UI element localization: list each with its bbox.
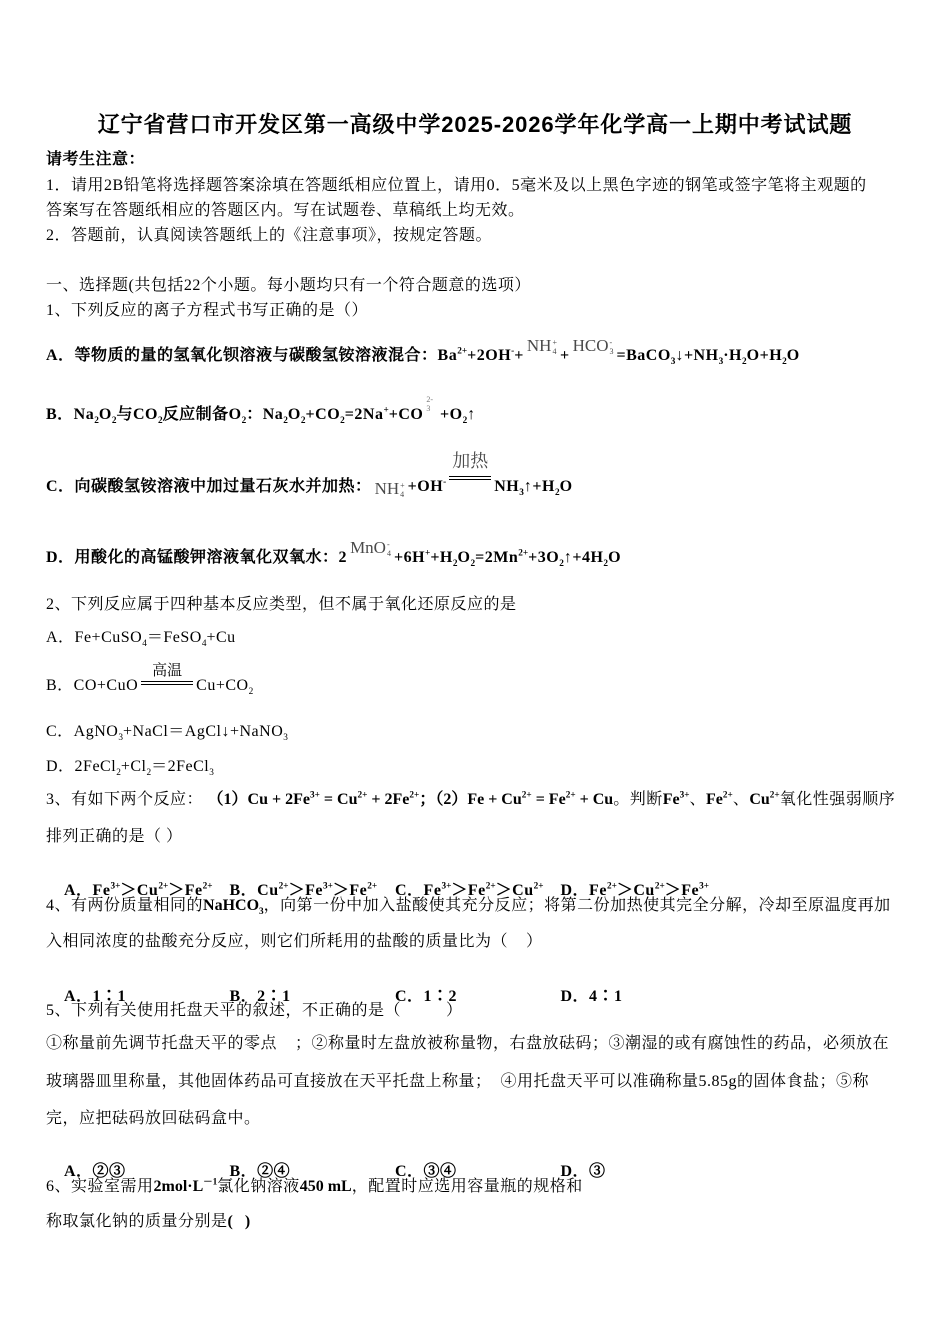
subscript: 2 bbox=[741, 357, 747, 368]
reaction-condition-label: 加热 bbox=[452, 451, 489, 471]
subscript: 3 bbox=[209, 768, 214, 779]
superscript: 3+ bbox=[309, 790, 320, 801]
question-2-option-c bbox=[46, 722, 288, 742]
text-run: 、 bbox=[689, 791, 707, 808]
question-6-stem bbox=[46, 1177, 583, 1197]
superscript: 2- bbox=[426, 395, 434, 405]
question-4-stem-continued: 入相同浓度的盐酸充分反应，则它们所耗用的盐酸的质量比为（ ） bbox=[46, 933, 543, 950]
text-run: = Cu bbox=[319, 791, 358, 808]
subscript: 4 bbox=[142, 639, 147, 650]
subscript: 3 bbox=[283, 733, 288, 744]
question-1-option-d bbox=[46, 538, 622, 570]
text-run: （1）Cu + 2Fe bbox=[207, 791, 310, 808]
text-run: O bbox=[287, 406, 301, 423]
text-run: + bbox=[514, 347, 524, 364]
text-run: A．Fe bbox=[64, 882, 111, 899]
question-2-option-d bbox=[46, 757, 214, 777]
text-run: + Cu bbox=[575, 791, 614, 808]
text-run: NH bbox=[494, 478, 520, 495]
subscript: 2 bbox=[283, 416, 288, 427]
superscript: 2+ bbox=[202, 881, 213, 892]
question-1-option-b bbox=[46, 395, 476, 427]
question-2-option-a bbox=[46, 628, 236, 648]
script-stack bbox=[610, 338, 614, 356]
subscript: 2 bbox=[452, 559, 458, 570]
question-5-option-b: B．②④ bbox=[229, 1163, 291, 1180]
reaction-condition-label: 高温 bbox=[152, 663, 183, 679]
subscript: 3 bbox=[118, 733, 123, 744]
text-run: C．AgNO bbox=[46, 723, 119, 740]
superscript: + bbox=[425, 548, 431, 559]
text-run: +H bbox=[430, 549, 453, 566]
superscript: 2+ bbox=[565, 790, 576, 801]
double-line-equals-icon bbox=[449, 476, 491, 480]
text-run: ＞Cu bbox=[616, 882, 655, 899]
text-run: ＞Fe bbox=[664, 882, 700, 899]
text-run: 6、实验室需用 bbox=[46, 1178, 154, 1195]
text-run: + bbox=[559, 347, 570, 364]
question-5-option-d: D．③ bbox=[560, 1163, 606, 1180]
text-run: +CO bbox=[305, 406, 341, 423]
ion-symbol: NH bbox=[526, 336, 552, 355]
ion-symbol: NH bbox=[374, 479, 400, 498]
subscript: 2 bbox=[241, 416, 247, 427]
subscript: 2 bbox=[146, 768, 152, 779]
question-2-option-b bbox=[46, 663, 254, 698]
text-run: B．Cu bbox=[229, 882, 279, 899]
text-run: A．Fe+CuSO bbox=[46, 629, 143, 646]
script-stack bbox=[426, 395, 433, 413]
subscript: 2 bbox=[94, 416, 99, 427]
text-run: A．等物质的量的氢氧化钡溶液与碳酸氢铵溶液混合：Ba bbox=[46, 347, 458, 364]
question-5-option-c: C．③④ bbox=[395, 1163, 457, 1180]
script-stack bbox=[387, 540, 391, 558]
text-run: 3、有如下两个反应： bbox=[46, 791, 208, 808]
text-run: +2OH bbox=[467, 347, 512, 364]
superscript: －1 bbox=[203, 1177, 218, 1188]
text-run: 称取氯化钠的质量分别是 bbox=[46, 1213, 228, 1230]
text-run: 4、有两份质量相同的 bbox=[46, 897, 204, 914]
superscript: 2+ bbox=[769, 790, 780, 801]
text-run: +Cl bbox=[120, 758, 147, 775]
text-run: ↑+4H bbox=[563, 549, 604, 566]
ion-symbol: HCO bbox=[572, 336, 609, 355]
text-run: ＞Fe bbox=[332, 882, 368, 899]
question-5-stem: 5、下列有关使用托盘天平的叙述，不正确的是（ ） bbox=[46, 1002, 463, 1019]
script-stack bbox=[400, 481, 405, 499]
text-run: ＞Cu bbox=[120, 882, 159, 899]
superscript: 2+ bbox=[521, 790, 532, 801]
question-5-option-a: A．②③ bbox=[64, 1163, 126, 1180]
notice-line: 答案写在答题纸相应的答题区内。写在试题卷、草稿纸上均无效。 bbox=[46, 202, 525, 219]
superscript: - bbox=[511, 346, 515, 357]
question-1-option-c bbox=[46, 451, 573, 500]
subscript: 4 bbox=[201, 639, 207, 650]
subscript: 4 bbox=[386, 549, 391, 559]
reaction-condition bbox=[141, 663, 193, 696]
text-run: 。判断 bbox=[613, 791, 663, 808]
text-run: C．Fe bbox=[395, 882, 442, 899]
text-run: Fe bbox=[706, 791, 723, 808]
superscript: 2+ bbox=[485, 881, 496, 892]
superscript: 2+ bbox=[654, 881, 665, 892]
text-run: 、 bbox=[732, 791, 750, 808]
text-run: ·H bbox=[723, 347, 742, 364]
subscript: 2 bbox=[462, 416, 468, 427]
text-run: 与CO bbox=[116, 406, 158, 423]
subscript: 3 bbox=[259, 907, 264, 918]
text-run: D．用酸化的高锰酸钾溶液氧化双氧水：2 bbox=[46, 549, 348, 566]
superscript: 2+ bbox=[518, 548, 529, 559]
text-run: +CO bbox=[388, 406, 424, 423]
text-run: B．Na bbox=[46, 406, 95, 423]
question-3-stem-continued: 排列正确的是（ ） bbox=[46, 828, 183, 845]
text-run: ，配置时应选用容量瓶的规格和 bbox=[351, 1178, 583, 1195]
superscript: 3+ bbox=[441, 881, 452, 892]
text-run: +OH bbox=[407, 478, 444, 495]
script-stack bbox=[552, 338, 557, 356]
text-run: ：Na bbox=[246, 406, 284, 423]
notice-line: 2．答题前，认真阅读答题纸上的《注意事项》，按规定答题。 bbox=[46, 227, 493, 244]
subscript: 2 bbox=[111, 416, 117, 427]
text-run: =2Mn bbox=[475, 549, 519, 566]
text-run: +O bbox=[440, 406, 463, 423]
subscript: 2 bbox=[554, 488, 560, 499]
superscript: 3+ bbox=[322, 881, 333, 892]
subscript: 3 bbox=[670, 357, 676, 368]
superscript: 2+ bbox=[457, 346, 468, 357]
subscript: 2 bbox=[300, 416, 306, 427]
ion-charge-script bbox=[426, 395, 433, 413]
superscript: + bbox=[552, 338, 557, 348]
text-run: ，向第一份中加入盐酸使其充分反应；将第二份加热使其完全分解，冷却至原温度再加 bbox=[263, 897, 891, 914]
text-run: 2mol·L bbox=[153, 1178, 204, 1195]
text-run: D．2FeCl bbox=[46, 758, 117, 775]
question-1-option-a bbox=[46, 336, 800, 368]
superscript: - bbox=[443, 477, 447, 488]
subscript: 2 bbox=[470, 559, 476, 570]
text-run: ＞Cu bbox=[495, 882, 534, 899]
text-run: C．向碳酸氢铵溶液中加过量石灰水并加热： bbox=[46, 478, 372, 495]
double-line-equals-icon bbox=[141, 681, 193, 685]
ion-formula bbox=[375, 480, 405, 499]
subscript: 2 bbox=[559, 559, 564, 570]
text-run: Cu bbox=[749, 791, 770, 808]
superscript: + bbox=[400, 481, 405, 491]
text-run: ↑+H bbox=[523, 478, 555, 495]
question-3-stem bbox=[46, 790, 895, 810]
subscript: 3 bbox=[718, 357, 724, 368]
ion-formula bbox=[573, 337, 614, 356]
superscript: 3+ bbox=[110, 881, 121, 892]
text-run: 450 mL bbox=[299, 1178, 352, 1195]
exam-title: 辽宁省营口市开发区第一高级中学2025-2026学年化学高一上期中考试试题 bbox=[97, 112, 853, 137]
question-4-option-a: A．1∶1 bbox=[64, 988, 127, 1005]
ion-symbol: MnO bbox=[350, 538, 386, 557]
text-run: O bbox=[608, 549, 622, 566]
superscript: 2+ bbox=[357, 790, 368, 801]
notice-heading: 请考生注意： bbox=[46, 151, 146, 168]
question-5-statement-line: 完，应把砝码放回砝码盒中。 bbox=[46, 1110, 261, 1127]
superscript: - bbox=[609, 338, 613, 348]
text-run: +6H bbox=[393, 549, 426, 566]
question-4-option-c: C．1∶2 bbox=[395, 988, 458, 1005]
text-run: ＞Fe bbox=[288, 882, 323, 899]
text-run: ↑ bbox=[467, 406, 476, 423]
ion-formula bbox=[527, 337, 557, 356]
text-run: D．Fe bbox=[560, 882, 607, 899]
text-run: O bbox=[786, 347, 800, 364]
text-run: 氧化性强弱顺序 bbox=[779, 791, 896, 808]
subscript: 2 bbox=[603, 559, 609, 570]
question-2-stem: 2、下列反应属于四种基本反应类型，但不属于氧化还原反应的是 bbox=[46, 596, 517, 613]
text-run: ；（2）Fe + Cu bbox=[419, 791, 522, 808]
text-run: ( ) bbox=[227, 1213, 251, 1230]
text-run: 反应制备O bbox=[162, 406, 242, 423]
text-run: =BaCO bbox=[616, 347, 671, 364]
text-run: 氯化钠溶液 bbox=[217, 1178, 300, 1195]
superscript: 2+ bbox=[606, 881, 617, 892]
text-run: ＞Fe bbox=[168, 882, 203, 899]
question-4-option-d: D．4∶1 bbox=[560, 988, 623, 1005]
subscript: 2 bbox=[248, 687, 254, 698]
superscript: 2+ bbox=[367, 881, 378, 892]
text-run: B．CO+CuO bbox=[46, 677, 139, 694]
superscript: 2+ bbox=[409, 790, 420, 801]
text-run: ＝2FeCl bbox=[151, 758, 210, 775]
subscript: 2 bbox=[340, 416, 345, 427]
question-4-option-b: B．2∶1 bbox=[229, 988, 291, 1005]
superscript: 2+ bbox=[533, 881, 544, 892]
subscript: 4 bbox=[552, 347, 557, 357]
reaction-condition bbox=[449, 451, 491, 497]
text-run: = Fe bbox=[531, 791, 566, 808]
section-heading: 一、选择题(共包括22个小题。每小题均只有一个符合题意的选项） bbox=[46, 277, 531, 294]
question-1-stem: 1、下列反应的离子方程式书写正确的是（） bbox=[46, 302, 369, 319]
text-run: O+H bbox=[746, 347, 783, 364]
question-5-statement-line: ①称量前先调节托盘天平的零点 ；②称量时左盘放被称量物，右盘放砝码；③潮湿的或有腐蚀性的药品，必须放在 bbox=[46, 1035, 890, 1052]
text-run: O bbox=[457, 549, 471, 566]
subscript: 3 bbox=[426, 404, 431, 414]
subscript: 3 bbox=[519, 488, 524, 499]
superscript: 3+ bbox=[699, 881, 710, 892]
question-6-stem-continued bbox=[46, 1212, 250, 1232]
ion-formula bbox=[350, 539, 391, 558]
question-4-stem bbox=[46, 896, 891, 916]
subscript: 2 bbox=[157, 416, 163, 427]
text-run: NaHCO bbox=[203, 897, 260, 914]
text-run: O bbox=[559, 478, 573, 495]
text-run: Fe bbox=[662, 791, 680, 808]
text-run: +3O bbox=[528, 549, 560, 566]
text-run: =2Na bbox=[344, 406, 384, 423]
text-run: + 2Fe bbox=[367, 791, 410, 808]
notice-line: 1．请用2B铅笔将选择题答案涂填在答题纸相应位置上，请用0．5毫米及以上黑色字迹的钢笔或签字笔将主观题的 bbox=[46, 177, 867, 194]
subscript: 3 bbox=[609, 347, 614, 357]
text-run: ＞Fe bbox=[451, 882, 486, 899]
subscript: 4 bbox=[400, 490, 405, 500]
text-run: +NaCl＝AgCl↓+NaNO bbox=[122, 723, 284, 740]
text-run: O bbox=[98, 406, 112, 423]
subscript: 2 bbox=[782, 357, 787, 368]
text-run: ＝FeSO bbox=[146, 629, 202, 646]
superscript: - bbox=[386, 540, 390, 550]
superscript: 3+ bbox=[679, 790, 690, 801]
text-run: Cu+CO bbox=[196, 677, 249, 694]
superscript: 2+ bbox=[722, 790, 733, 801]
superscript: + bbox=[383, 405, 389, 416]
superscript: 2+ bbox=[278, 881, 289, 892]
superscript: 2+ bbox=[158, 881, 169, 892]
subscript: 2 bbox=[116, 768, 121, 779]
text-run: ↓+NH bbox=[675, 347, 719, 364]
question-5-statement-line: 玻璃器皿里称量，其他固体药品可直接放在天平托盘上称量； ④用托盘天平可以准确称量5.85g的固体食盐；⑤称 bbox=[46, 1073, 870, 1090]
text-run: +Cu bbox=[206, 629, 236, 646]
